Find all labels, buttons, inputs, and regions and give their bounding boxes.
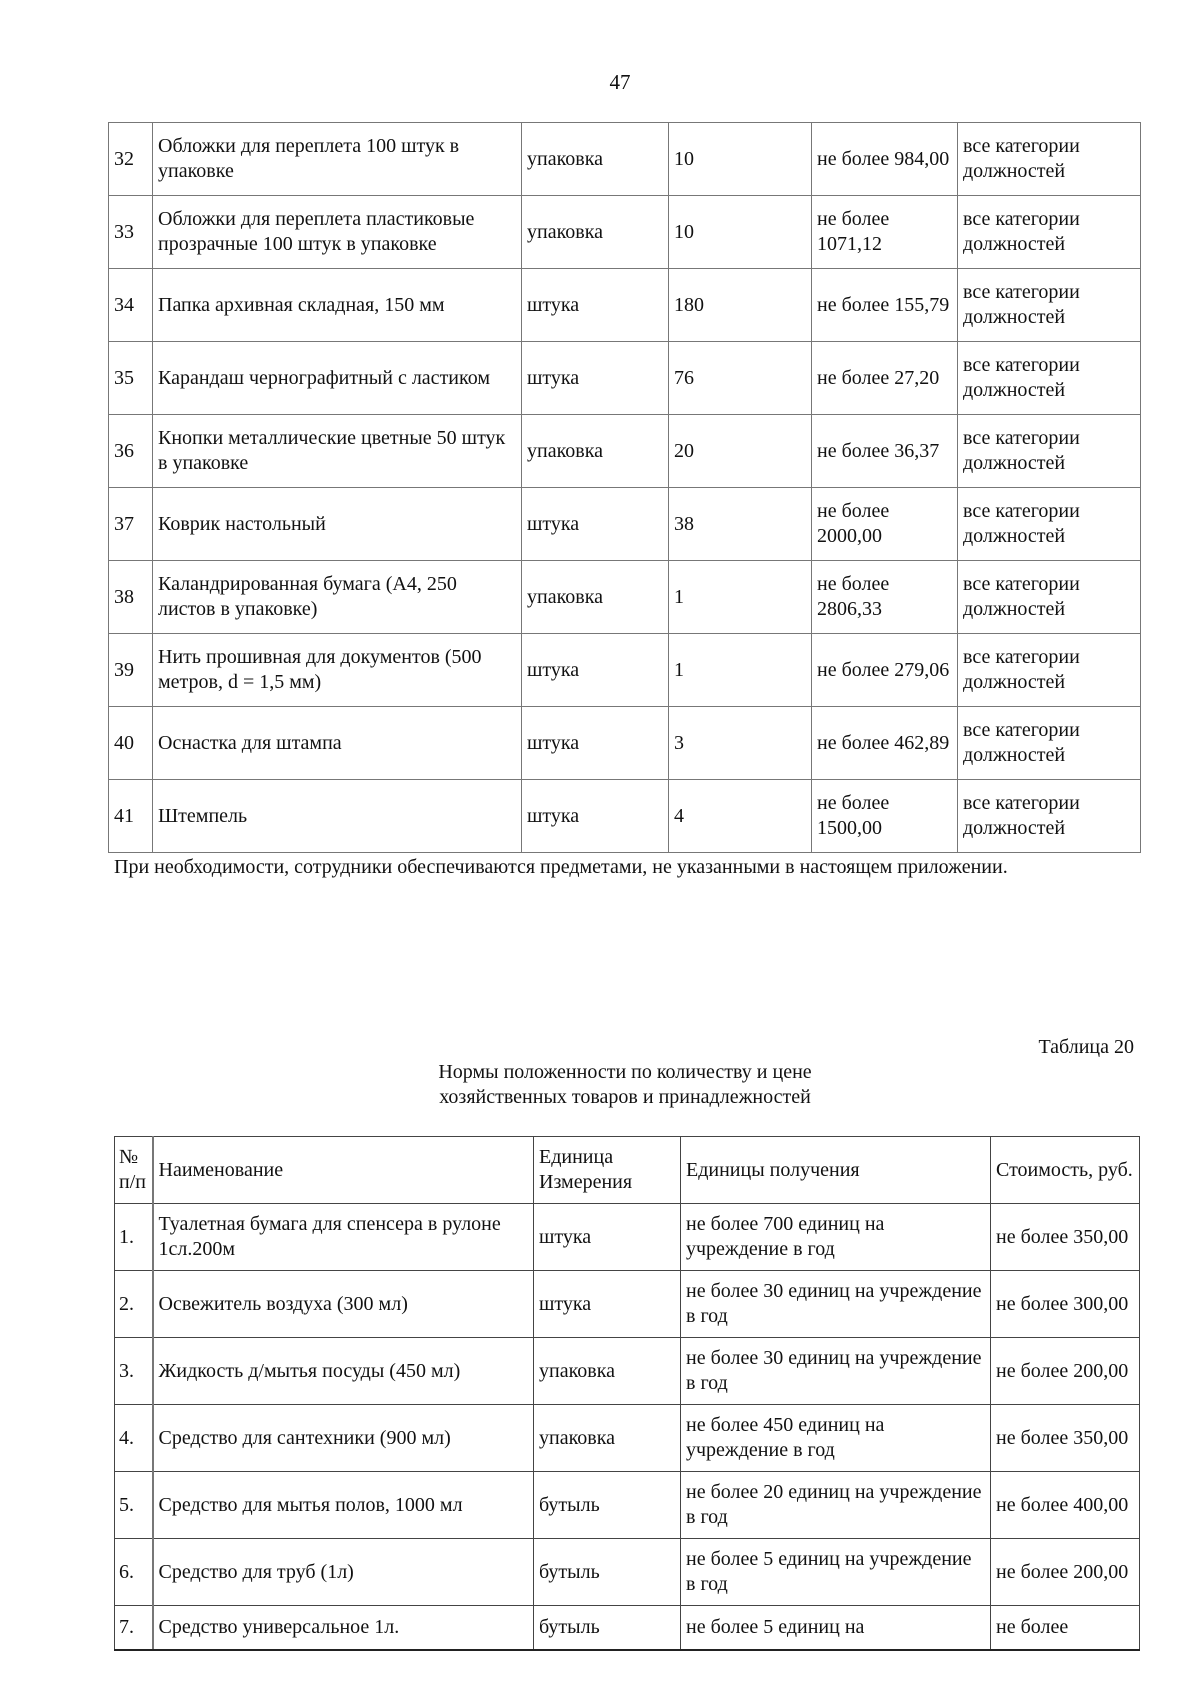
row-number: 34 (109, 269, 153, 342)
table-row (115, 1472, 1140, 1539)
table-row (115, 1338, 1140, 1405)
item-receipt: не более 5 единиц на (681, 1606, 991, 1650)
item-name: Каландрированная бумага (А4, 250 листов в упаковке) (153, 561, 522, 634)
item-unit: штука (522, 634, 669, 707)
row-number: 32 (109, 123, 153, 196)
table-row (109, 561, 1141, 634)
item-price: не более 36,37 (812, 415, 958, 488)
page-number: 47 (609, 70, 631, 94)
header-number: № п/п (115, 1137, 153, 1204)
item-name: Нить прошивная для документов (500 метров, d = 1,5 мм) (153, 634, 522, 707)
item-unit: бутыль (534, 1606, 681, 1650)
item-price: не более 984,00 (812, 123, 958, 196)
table-row (109, 123, 1141, 196)
item-quantity: 1 (669, 634, 812, 707)
table-label: Таблица 20 (1038, 1036, 1134, 1058)
item-receipt: не более 5 единиц на учреждение в год (681, 1539, 991, 1606)
item-category: все категории должностей (958, 488, 1141, 561)
item-unit: штука (522, 488, 669, 561)
item-price: не более 2000,00 (812, 488, 958, 561)
item-category: все категории должностей (958, 196, 1141, 269)
table-row (109, 634, 1141, 707)
table-title-line-2: хозяйственных товаров и принадлежностей (439, 1086, 811, 1108)
item-unit: штука (522, 269, 669, 342)
item-name: Освежитель воздуха (300 мл) (153, 1271, 534, 1338)
item-category: все категории должностей (958, 561, 1141, 634)
table-row (109, 780, 1141, 853)
item-category: все категории должностей (958, 780, 1141, 853)
item-name: Жидкость д/мытья посуды (450 мл) (153, 1338, 534, 1405)
item-cost: не более 350,00 (991, 1405, 1140, 1472)
item-receipt: не более 450 единиц на учреждение в год (681, 1405, 991, 1472)
item-quantity: 1 (669, 561, 812, 634)
item-unit: упаковка (522, 123, 669, 196)
row-number: 1. (115, 1204, 153, 1271)
item-name: Средство универсальное 1л. (153, 1606, 534, 1650)
item-price: не более 155,79 (812, 269, 958, 342)
item-name: Коврик настольный (153, 488, 522, 561)
item-name: Оснастка для штампа (153, 707, 522, 780)
item-name: Карандаш чернографитный с ластиком (153, 342, 522, 415)
item-quantity: 38 (669, 488, 812, 561)
item-cost: не более 200,00 (991, 1338, 1140, 1405)
item-quantity: 180 (669, 269, 812, 342)
item-unit: штука (522, 707, 669, 780)
item-category: все категории должностей (958, 342, 1141, 415)
item-unit: упаковка (522, 561, 669, 634)
item-cost: не более (991, 1606, 1140, 1650)
item-name: Папка архивная складная, 150 мм (153, 269, 522, 342)
table-row (109, 196, 1141, 269)
row-number: 6. (115, 1539, 153, 1606)
row-number: 40 (109, 707, 153, 780)
item-unit: упаковка (534, 1405, 681, 1472)
item-unit: бутыль (534, 1472, 681, 1539)
row-number: 38 (109, 561, 153, 634)
item-unit: штука (534, 1204, 681, 1271)
table-row (115, 1606, 1140, 1650)
item-unit: штука (522, 342, 669, 415)
header-cost: Стоимость, руб. (991, 1137, 1140, 1204)
table-title-line-1: Нормы положенности по количеству и цене (438, 1061, 812, 1083)
item-cost: не более 400,00 (991, 1472, 1140, 1539)
table-row (109, 707, 1141, 780)
stationery-norms-table (108, 122, 1141, 853)
item-price: не более 2806,33 (812, 561, 958, 634)
item-quantity: 10 (669, 196, 812, 269)
row-number: 37 (109, 488, 153, 561)
item-receipt: не более 700 единиц на учреждение в год (681, 1204, 991, 1271)
item-receipt: не более 30 единиц на учреждение в год (681, 1338, 991, 1405)
item-price: не более 27,20 (812, 342, 958, 415)
item-name: Туалетная бумага для спенсера в рулоне 1сл.200м (153, 1204, 534, 1271)
row-number: 2. (115, 1271, 153, 1338)
item-quantity: 3 (669, 707, 812, 780)
item-cost: не более 350,00 (991, 1204, 1140, 1271)
item-unit: бутыль (534, 1539, 681, 1606)
row-number: 5. (115, 1472, 153, 1539)
table-row (109, 488, 1141, 561)
item-name: Обложки для переплета 100 штук в упаковке (153, 123, 522, 196)
row-number: 3. (115, 1338, 153, 1405)
item-receipt: не более 20 единиц на учреждение в год (681, 1472, 991, 1539)
row-number: 33 (109, 196, 153, 269)
table-row (115, 1271, 1140, 1338)
item-unit: штука (522, 780, 669, 853)
item-unit: штука (534, 1271, 681, 1338)
table-title (0, 1060, 1200, 1110)
item-name: Штемпель (153, 780, 522, 853)
item-name: Средство для труб (1л) (153, 1539, 534, 1606)
row-number: 35 (109, 342, 153, 415)
table-row (115, 1405, 1140, 1472)
item-unit: упаковка (522, 196, 669, 269)
item-price: не более 1500,00 (812, 780, 958, 853)
table-row (115, 1539, 1140, 1606)
item-name: Обложки для переплета пластиковые прозрачные 100 штук в упаковке (153, 196, 522, 269)
household-goods-norms-table (114, 1136, 1140, 1651)
header-receipt: Единицы получения (681, 1137, 991, 1204)
item-category: все категории должностей (958, 415, 1141, 488)
item-quantity: 10 (669, 123, 812, 196)
item-receipt: не более 30 единиц на учреждение в год (681, 1271, 991, 1338)
item-name: Кнопки металлические цветные 50 штук в упаковке (153, 415, 522, 488)
header-unit: Единица Измерения (534, 1137, 681, 1204)
footnote: При необходимости, сотрудники обеспечиваются предметами, не указанными в настоящем приложении. (114, 856, 1008, 878)
item-category: все категории должностей (958, 269, 1141, 342)
item-quantity: 4 (669, 780, 812, 853)
table-header-row (115, 1137, 1140, 1204)
item-quantity: 20 (669, 415, 812, 488)
table-row (109, 342, 1141, 415)
item-quantity: 76 (669, 342, 812, 415)
table-row (115, 1204, 1140, 1271)
item-price: не более 279,06 (812, 634, 958, 707)
table-row (109, 415, 1141, 488)
item-unit: упаковка (534, 1338, 681, 1405)
row-number: 36 (109, 415, 153, 488)
row-number: 39 (109, 634, 153, 707)
item-cost: не более 300,00 (991, 1271, 1140, 1338)
item-unit: упаковка (522, 415, 669, 488)
item-category: все категории должностей (958, 123, 1141, 196)
item-price: не более 1071,12 (812, 196, 958, 269)
row-number: 4. (115, 1405, 153, 1472)
row-number: 7. (115, 1606, 153, 1650)
item-category: все категории должностей (958, 634, 1141, 707)
item-price: не более 462,89 (812, 707, 958, 780)
item-name: Средство для сантехники (900 мл) (153, 1405, 534, 1472)
item-name: Средство для мытья полов, 1000 мл (153, 1472, 534, 1539)
table-row (109, 269, 1141, 342)
row-number: 41 (109, 780, 153, 853)
header-name: Наименование (153, 1137, 534, 1204)
item-category: все категории должностей (958, 707, 1141, 780)
item-cost: не более 200,00 (991, 1539, 1140, 1606)
